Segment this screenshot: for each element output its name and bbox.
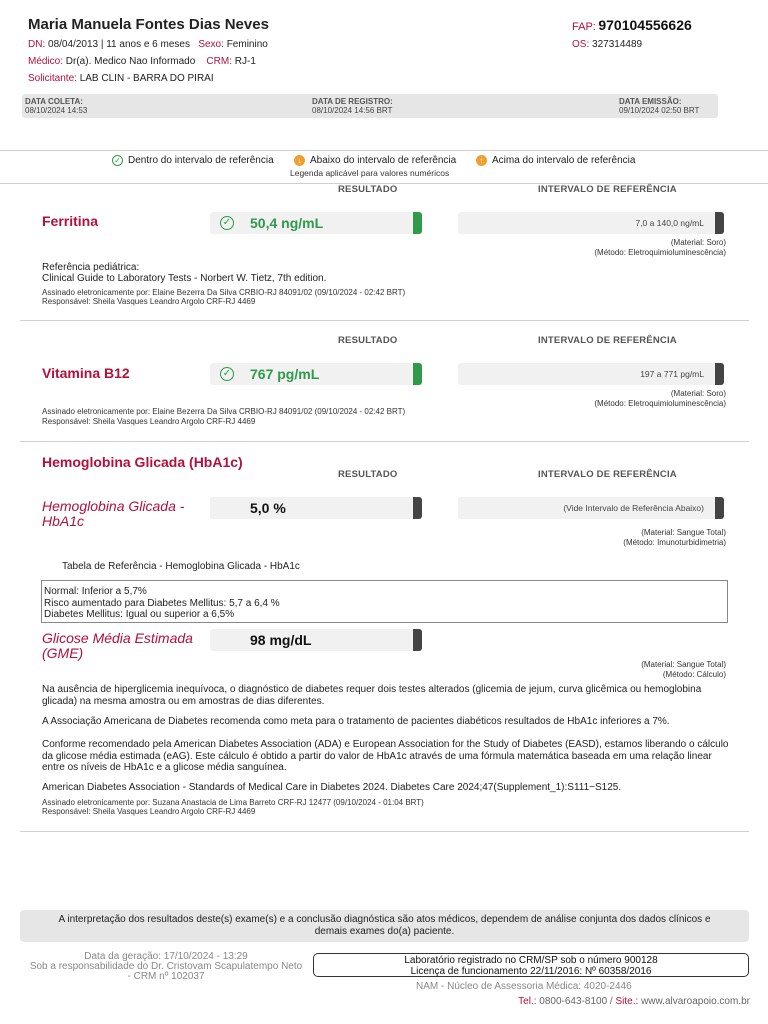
material: (Material: Soro) — [670, 389, 726, 398]
material: (Material: Sangue Total) — [641, 660, 726, 669]
exam-title-vitb12: Vitamina B12 — [42, 365, 130, 381]
ref-note-body: Clinical Guide to Laboratory Tests - Norbert W. Tietz, 7th edition. — [42, 273, 327, 284]
material: (Material: Soro) — [670, 238, 726, 247]
metodo: (Método: Cálculo) — [662, 670, 726, 679]
status-bar — [413, 497, 422, 519]
medico-value: Dr(a). Medico Nao Informado — [65, 56, 196, 67]
arrow-up-circle-icon: ↑ — [476, 155, 487, 166]
arrow-down-circle-icon: ↓ — [294, 155, 305, 166]
result-value: 5,0 % — [250, 500, 286, 516]
result-box-vitb12 — [210, 363, 422, 385]
result-value: 98 mg/dL — [250, 632, 312, 648]
medico-line — [28, 56, 256, 67]
status-bar — [715, 497, 724, 519]
responsible: Responsável: Sheila Vasques Leandro Argolo CRF-RJ 4469 — [42, 807, 256, 816]
reference-box-vitb12 — [458, 363, 724, 385]
os-line — [572, 39, 642, 50]
patient-name: Maria Manuela Fontes Dias Neves — [28, 16, 269, 33]
solicitante-label: Solicitante: — [28, 73, 77, 84]
check-circle-icon: ✓ — [220, 367, 234, 381]
sexo-value: Feminino — [226, 39, 268, 50]
responsible: Responsável: Sheila Vasques Leandro Argolo CRF-RJ 4469 — [42, 417, 256, 426]
status-bar — [413, 629, 422, 651]
dn-label: DN: — [28, 39, 46, 50]
signature: Assinado eletronicamente por: Elaine Bezerra Da Silva CRBIO-RJ 84091/02 (09/10/2024 - 02:42 BRT) — [42, 407, 406, 416]
legend-note: Legenda aplicável para valores numéricos — [290, 168, 450, 178]
patient-dob-line — [28, 39, 268, 50]
sexo-label: Sexo: — [198, 39, 224, 50]
section-title-hba1c: Hemoglobina Glicada (HbA1c) — [42, 454, 243, 470]
legend-below: ↓ Abaixo do intervalo de referência — [294, 155, 456, 166]
legend-above: ↑ Acima do intervalo de referência — [476, 155, 635, 166]
legend-within: ✓ Dentro do intervalo de referência — [112, 155, 274, 166]
result-value: 767 pg/mL — [250, 366, 320, 382]
exam-title-hba1c: Hemoglobina Glicada - HbA1c — [42, 498, 185, 529]
status-bar — [715, 363, 724, 385]
crm-value: RJ-1 — [234, 56, 256, 67]
reference-row: Normal: Inferior a 5,7% — [44, 586, 147, 597]
status-bar — [413, 363, 422, 385]
exam-title-gme: Glicose Média Estimada (GME) — [42, 630, 193, 661]
generation-info: Data da geração: 17/10/2024 - 13:29 Sob a responsabilidade do Dr. Cristovam Scapulatempo Neto - CRM nº 102037 — [29, 951, 303, 982]
divider — [0, 150, 768, 151]
col-resultado: RESULTADO — [338, 184, 398, 195]
solicitante-line — [28, 73, 214, 84]
responsible: Responsável: Sheila Vasques Leandro Argolo CRF-RJ 4469 — [42, 297, 256, 306]
site-link[interactable]: www.alvaroapoio.com.br — [641, 996, 750, 1007]
data-coleta: DATA COLETA: 08/10/2024 14:53 — [25, 97, 88, 115]
contact-line: Tel.: 0800-643-8100 / Site.: www.alvaroapoio.com.br — [518, 996, 750, 1007]
material: (Material: Sangue Total) — [641, 528, 726, 537]
reference-table — [41, 580, 728, 623]
divider — [20, 441, 749, 442]
reference-value: (Vide Intervalo de Referência Abaixo) — [563, 503, 704, 513]
dates-bar — [22, 94, 718, 118]
fap-line — [572, 17, 692, 33]
ref-note-title: Referência pediátrica: — [42, 262, 140, 273]
metodo: (Método: Eletroquimioluminescência) — [594, 399, 726, 408]
col-resultado: RESULTADO — [338, 335, 398, 346]
status-bar — [715, 212, 724, 234]
paragraph: Conforme recomendado pela American Diabetes Association (ADA) e European Association for the Study of Diabetes (EASD), estamos liberando o cálculo da glicose média estimada (eAG). Este cálculo é obtido a partir do valor de HbA1c através de uma fórmula matemática baseada em uma relação linear entre os níveis de HbA1c e a glicose média sanguínea. — [42, 739, 729, 773]
metodo: (Método: Imunoturbidimetria) — [623, 538, 726, 547]
col-intervalo: INTERVALO DE REFERÊNCIA — [538, 335, 677, 346]
solicitante-value: LAB CLIN - BARRA DO PIRAI — [79, 73, 214, 84]
col-intervalo: INTERVALO DE REFERÊNCIA — [538, 469, 677, 480]
paragraph: American Diabetes Association - Standards of Medical Care in Diabetes 2024. Diabetes Care 2024;47(Supplement_1):S111−S125. — [42, 782, 622, 793]
disclaimer-box: A interpretação dos resultados deste(s) exame(s) e a conclusão diagnóstica são atos médicos, dependem de análise conjunta dos dados clínicos e demais exames do(a) paciente. — [20, 910, 749, 942]
fap-value: 970104556626 — [598, 17, 692, 33]
phone-number[interactable]: 0800-643-8100 — [539, 996, 608, 1007]
reference-box-ferritina — [458, 212, 724, 234]
paragraph: Na ausência de hiperglicemia inequívoca, o diagnóstico de diabetes requer dois testes alterados (glicemia de jejum, curva glicêmica ou hemoglobina glicada) na mesma amostra ou em amostras de dias diferentes. — [42, 684, 702, 707]
exam-title-ferritina: Ferritina — [42, 213, 99, 229]
reference-row: Diabetes Mellitus: Igual ou superior a 6,5% — [44, 609, 235, 620]
data-registro: DATA DE REGISTRO: 08/10/2024 14:56 BRT — [312, 97, 393, 115]
os-value: 327314489 — [592, 39, 643, 50]
data-emissao: DATA EMISSÃO: 09/10/2024 02:50 BRT — [619, 97, 700, 115]
result-box-ferritina — [210, 212, 422, 234]
crm-label: CRM: — [206, 56, 232, 67]
signature: Assinado eletronicamente por: Elaine Bezerra Da Silva CRBIO-RJ 84091/02 (09/10/2024 - 02:42 BRT) — [42, 288, 406, 297]
nam-info: NAM - Núcleo de Assessoria Médica: 4020-2446 — [416, 981, 632, 992]
lab-registration-box: Laboratório registrado no CRM/SP sob o número 900128 Licença de funcionamento 22/11/2016: Nº 60358/2016 — [313, 953, 749, 977]
fap-label: FAP: — [572, 21, 596, 33]
medico-label: Médico: — [28, 56, 64, 67]
reference-value: 7,0 a 140,0 ng/mL — [635, 218, 704, 228]
paragraph: A Associação Americana de Diabetes recomenda como meta para o tratamento de pacientes diabéticos resultados de HbA1c inferiores a 7%. — [42, 716, 670, 727]
divider — [20, 831, 749, 832]
check-circle-icon: ✓ — [112, 155, 123, 166]
reference-value: 197 a 771 pg/mL — [640, 369, 704, 379]
result-box-gme — [210, 629, 422, 651]
divider — [20, 320, 749, 321]
result-value: 50,4 ng/mL — [250, 215, 324, 231]
dn-value: 08/04/2013 | 11 anos e 6 meses — [48, 39, 190, 50]
status-bar — [413, 212, 422, 234]
reference-box-hba1c — [458, 497, 724, 519]
signature: Assinado eletronicamente por: Suzana Anastacia de Lima Barreto CRF-RJ 12477 (09/10/2024 - 01:04 BRT) — [42, 798, 424, 807]
col-resultado: RESULTADO — [338, 469, 398, 480]
os-label: OS: — [572, 39, 590, 50]
check-circle-icon: ✓ — [220, 216, 234, 230]
reference-table-title: Tabela de Referência - Hemoglobina Glicada - HbA1c — [62, 561, 300, 572]
metodo: (Método: Eletroquimioluminescência) — [594, 248, 726, 257]
col-intervalo: INTERVALO DE REFERÊNCIA — [538, 184, 677, 195]
reference-row: Risco aumentado para Diabetes Mellitus: 5,7 a 6,4 % — [44, 597, 280, 609]
result-box-hba1c — [210, 497, 422, 519]
